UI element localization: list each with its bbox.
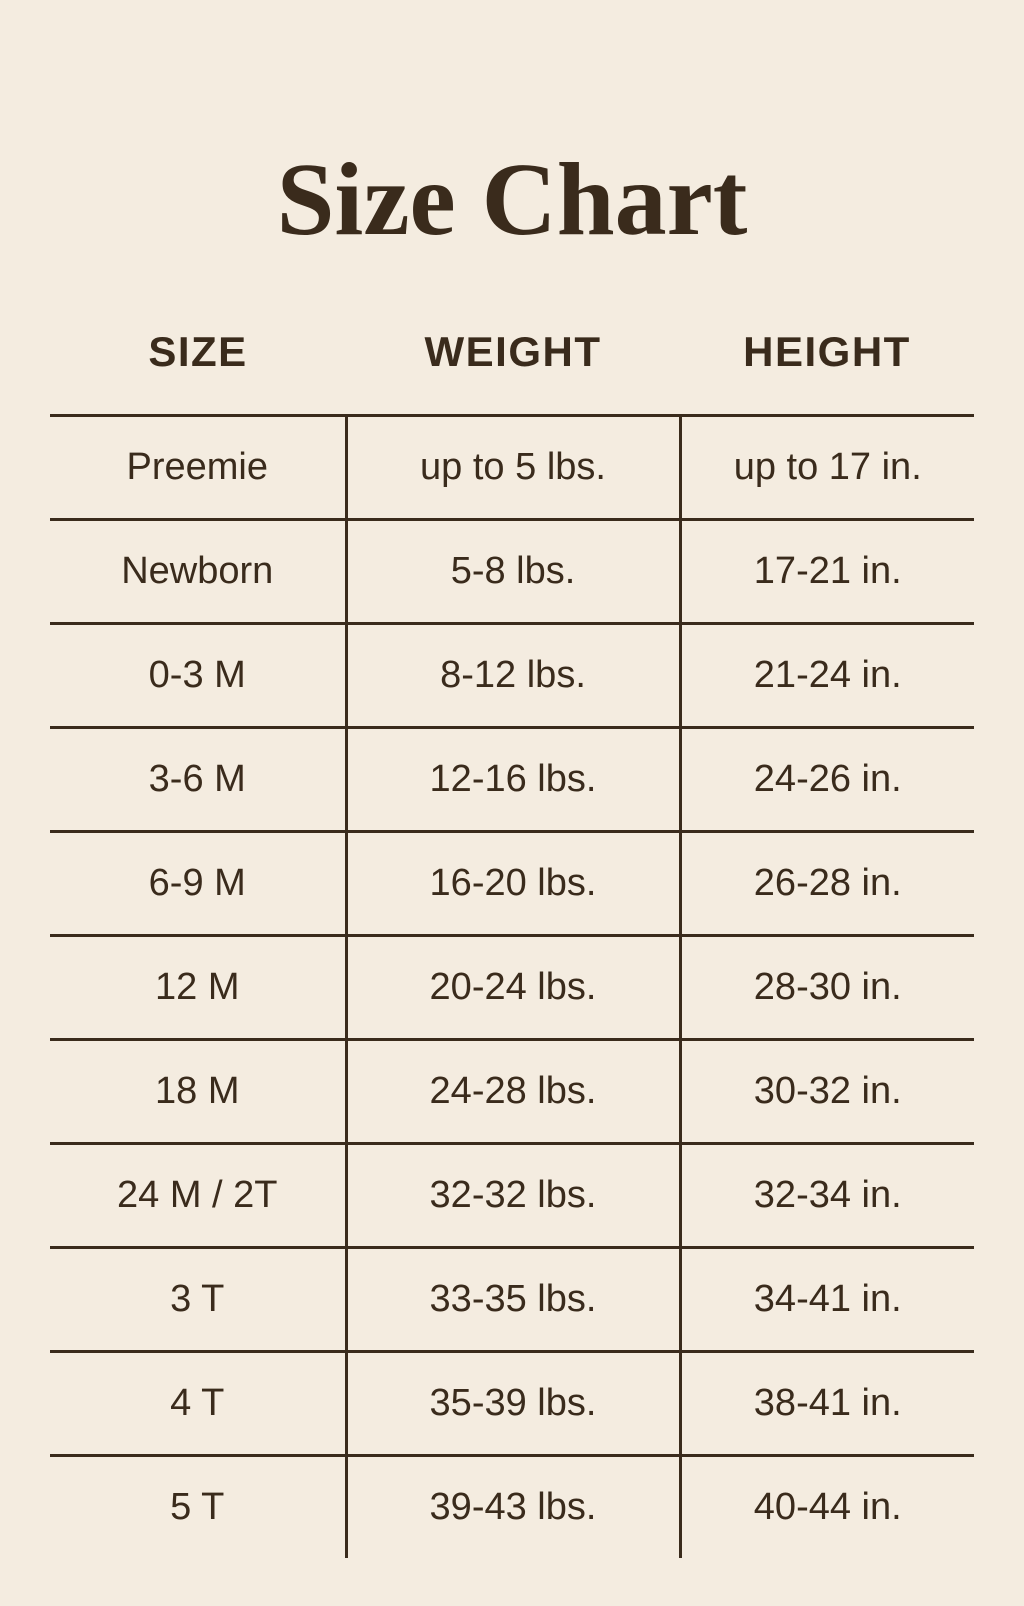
cell-height: 28-30 in. bbox=[680, 935, 974, 1039]
cell-weight: up to 5 lbs. bbox=[346, 415, 680, 519]
cell-size: 18 M bbox=[50, 1039, 346, 1143]
cell-size: 3 T bbox=[50, 1247, 346, 1351]
cell-weight: 33-35 lbs. bbox=[346, 1247, 680, 1351]
cell-weight: 24-28 lbs. bbox=[346, 1039, 680, 1143]
column-header-height: HEIGHT bbox=[743, 327, 911, 375]
table-row bbox=[50, 1143, 974, 1247]
cell-height: 26-28 in. bbox=[680, 831, 974, 935]
cell-weight: 16-20 lbs. bbox=[346, 831, 680, 935]
cell-height: 38-41 in. bbox=[680, 1351, 974, 1455]
table-row bbox=[50, 1455, 974, 1558]
cell-height: 32-34 in. bbox=[680, 1143, 974, 1247]
table-row bbox=[50, 519, 974, 623]
column-header-size: SIZE bbox=[148, 327, 248, 375]
table-row bbox=[50, 1247, 974, 1351]
cell-weight: 8-12 lbs. bbox=[346, 623, 680, 727]
page-title: Size Chart bbox=[276, 141, 748, 257]
cell-height: 34-41 in. bbox=[680, 1247, 974, 1351]
cell-weight: 20-24 lbs. bbox=[346, 935, 680, 1039]
cell-height: 17-21 in. bbox=[680, 519, 974, 623]
table-row bbox=[50, 1039, 974, 1143]
cell-size: Newborn bbox=[50, 519, 346, 623]
cell-weight: 35-39 lbs. bbox=[346, 1351, 680, 1455]
table-header bbox=[50, 328, 974, 416]
cell-size: 0-3 M bbox=[50, 623, 346, 727]
table-row bbox=[50, 727, 974, 831]
cell-height: 40-44 in. bbox=[680, 1455, 974, 1558]
cell-weight: 39-43 lbs. bbox=[346, 1455, 680, 1558]
cell-height: 21-24 in. bbox=[680, 623, 974, 727]
cell-weight: 12-16 lbs. bbox=[346, 727, 680, 831]
cell-weight: 32-32 lbs. bbox=[346, 1143, 680, 1247]
table-row bbox=[50, 623, 974, 727]
cell-size: 5 T bbox=[50, 1455, 346, 1558]
table-row bbox=[50, 831, 974, 935]
cell-size: 6-9 M bbox=[50, 831, 346, 935]
cell-height: 24-26 in. bbox=[680, 727, 974, 831]
size-chart-page bbox=[0, 70, 1024, 1606]
table-body bbox=[50, 415, 974, 1558]
column-header-weight: WEIGHT bbox=[424, 327, 602, 375]
size-chart-table bbox=[50, 328, 974, 1558]
table-header-row bbox=[50, 328, 974, 416]
cell-size: 3-6 M bbox=[50, 727, 346, 831]
cell-height: up to 17 in. bbox=[680, 415, 974, 519]
cell-size: Preemie bbox=[50, 415, 346, 519]
table-row bbox=[50, 415, 974, 519]
cell-size: 12 M bbox=[50, 935, 346, 1039]
cell-weight: 5-8 lbs. bbox=[346, 519, 680, 623]
table-row bbox=[50, 935, 974, 1039]
table-row bbox=[50, 1351, 974, 1455]
cell-size: 24 M / 2T bbox=[50, 1143, 346, 1247]
cell-size: 4 T bbox=[50, 1351, 346, 1455]
cell-height: 30-32 in. bbox=[680, 1039, 974, 1143]
